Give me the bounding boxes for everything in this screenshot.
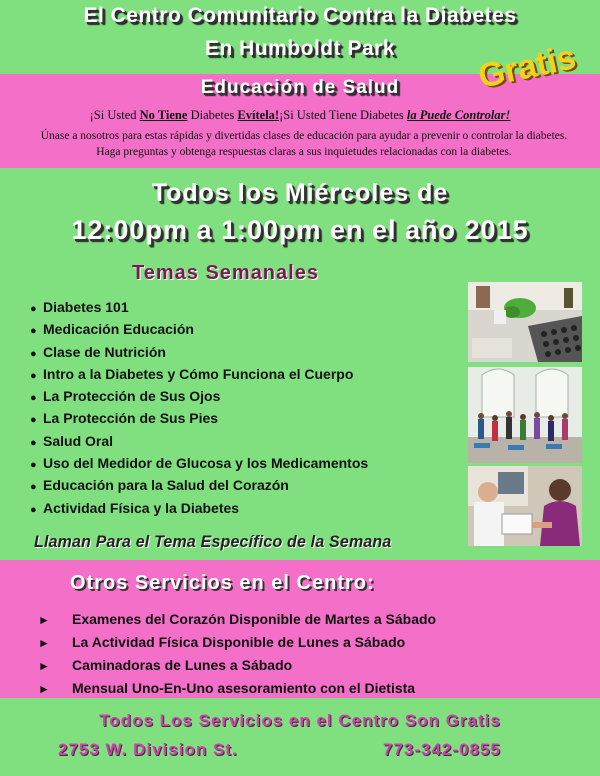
arrow-bullet-icon: ► xyxy=(38,613,50,627)
bullet-icon: ● xyxy=(30,303,37,315)
intro-tagline: ¡Si Usted No Tiene Diabetes Evítela!¡Si Usted Tiene Diabetes la Puede Controlar! xyxy=(89,108,511,122)
bullet-icon: ● xyxy=(30,459,37,472)
bullet-icon: ● xyxy=(30,347,37,360)
footer-band xyxy=(0,698,600,776)
list-item: ► Caminadoras de Lunes a Sábado xyxy=(38,654,436,677)
services-heading: Otros Servicios en el Centro: xyxy=(70,572,375,594)
bullet-icon: ● xyxy=(30,369,37,382)
list-item: ● Diabetes 101 xyxy=(30,296,368,318)
bullet-icon: ● xyxy=(30,392,37,405)
bullet-icon: ● xyxy=(30,414,37,427)
list-item: ● Clase de Nutrición xyxy=(30,341,368,363)
topics-list xyxy=(30,296,368,519)
list-item: ● Educación para la Salud del Corazón xyxy=(30,474,368,496)
photo-food-demo xyxy=(468,282,582,362)
call-note: Llaman Para el Tema Específico de la Semana xyxy=(34,532,392,551)
list-item: ● Medicación Educación xyxy=(30,318,368,340)
education-title: Educación de Salud xyxy=(200,77,400,98)
photo-exercise-class xyxy=(468,367,582,463)
list-item: ● La Protección de Sus Pies xyxy=(30,407,368,429)
arrow-bullet-icon: ► xyxy=(38,636,50,650)
arrow-bullet-icon: ► xyxy=(38,659,50,673)
bullet-icon: ● xyxy=(30,503,37,516)
photo-health-screening xyxy=(468,466,582,546)
schedule-line-2: 12:00pm a 1:00pm en el año 2015 xyxy=(71,215,529,245)
topics-heading: Temas Semanales xyxy=(132,262,319,284)
footer-phone: 773-342-0855 xyxy=(383,740,501,759)
services-list xyxy=(38,608,436,700)
bullet-icon: ● xyxy=(30,436,37,449)
title-line-2: En Humboldt Park xyxy=(204,37,396,60)
intro-description: Únase a nosotros para estas rápidas y divertidas clases de educación para ayudar a prevenir o controlar la diabetes. Haga preguntas y obtenga respuestas claras a sus inquietudes relacionadas con la diabetes. xyxy=(40,130,568,158)
bullet-icon: ● xyxy=(30,481,37,494)
arrow-bullet-icon: ► xyxy=(38,682,50,696)
list-item: ● Intro a la Diabetes y Cómo Funciona el Cuerpo xyxy=(30,363,368,385)
list-item: ► Examenes del Corazón Disponible de Martes a Sábado xyxy=(38,608,436,631)
gratis-badge: Gratis xyxy=(475,38,580,96)
title-line-1: El Centro Comunitario Contra la Diabetes xyxy=(83,4,517,27)
schedule-line-1: Todos los Miércoles de xyxy=(151,179,449,207)
list-item: ● La Protección de Sus Ojos xyxy=(30,385,368,407)
list-item: ● Actividad Física y la Diabetes xyxy=(30,497,368,519)
footer-free-note: Todos Los Servicios en el Centro Son Gratis xyxy=(99,711,501,730)
list-item: ► La Actividad Física Disponible de Lunes a Sábado xyxy=(38,631,436,654)
list-item: ► Mensual Uno-En-Uno asesoramiento con el Dietista xyxy=(38,677,436,700)
footer-address: 2753 W. Division St. xyxy=(58,740,238,759)
list-item: ● Salud Oral xyxy=(30,430,368,452)
list-item: ● Uso del Medidor de Glucosa y los Medicamentos xyxy=(30,452,368,474)
bullet-icon: ● xyxy=(30,325,37,338)
